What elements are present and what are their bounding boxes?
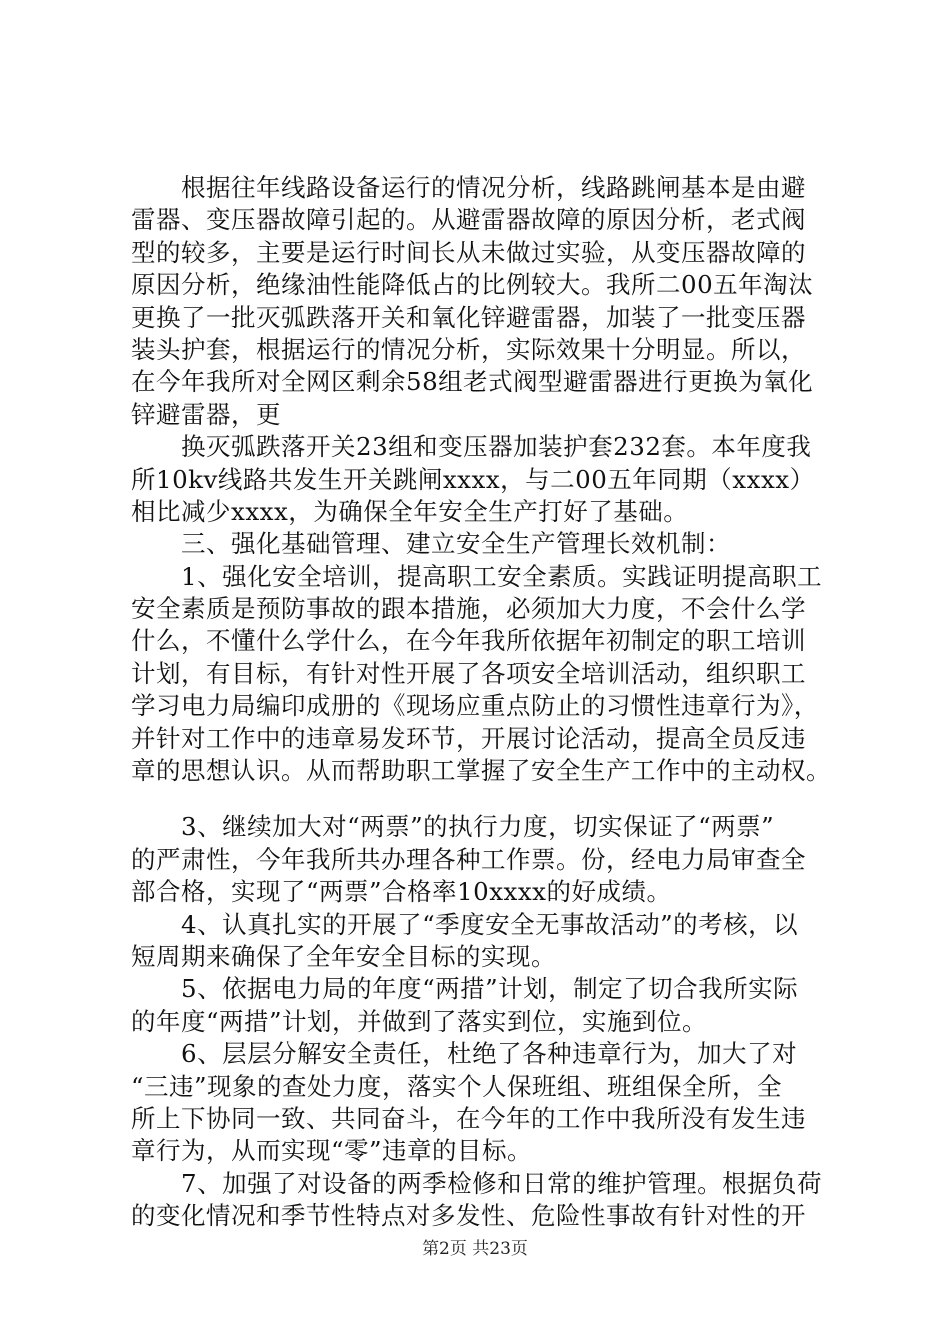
text-line: 学习电力局编印成册的《现场应重点防止的习惯性违章行为》， [131, 691, 819, 721]
text-line: 计划，有目标，有针对性开展了各项安全培训活动，组织职工 [131, 658, 806, 688]
text-line: 7、加强了对设备的两季检修和日常的维护管理。根据负荷 [131, 1168, 823, 1198]
text-line: 的严肃性，今年我所共办理各种工作票。份，经电力局审查全 [131, 844, 806, 874]
text-line: 1、强化安全培训，提高职工安全素质。实践证明提高职工 [131, 561, 823, 591]
text-line: 原因分析，绝缘油性能降低占的比例较大。我所二00五年淘汰 [131, 270, 814, 300]
text-line: 短周期来确保了全年安全目标的实现。 [131, 941, 556, 971]
text-line: 的变化情况和季节性特点对多发性、危险性事故有针对性的开 [131, 1201, 806, 1231]
text-line: 的年度“两措”计划，并做到了落实到位，实施到位。 [131, 1006, 708, 1036]
page-number-footer: 第2页 共23页 [422, 1239, 528, 1259]
text-line: 型的较多，主要是运行时间长从未做过实验，从变压器故障的 [131, 237, 806, 267]
text-line: 章行为，从而实现“零”违章的目标。 [131, 1136, 533, 1166]
text-line: 并针对工作中的违章易发环节，开展讨论活动，提高全员反违 [131, 723, 806, 753]
text-line: 章的思想认识。从而帮助职工掌握了安全生产工作中的主动权。 [131, 756, 831, 786]
text-line: 装头护套，根据运行的情况分析，实际效果十分明显。所以， [131, 334, 806, 364]
text-line: 安全素质是预防事故的跟本措施，必须加大力度，不会什么学 [131, 594, 806, 624]
document-body [131, 172, 831, 1233]
text-line: “三违”现象的查处力度，落实个人保班组、班组保全所，全 [131, 1071, 783, 1101]
text-line: 换灭弧跌落开关23组和变压器加装护套232套。本年度我 [131, 432, 812, 462]
text-line: 所上下协同一致、共同奋斗，在今年的工作中我所没有发生违 [131, 1103, 806, 1133]
paragraph-gap [131, 787, 831, 811]
text-line: 4、认真扎实的开展了“季度安全无事故活动”的考核，以 [131, 909, 799, 939]
text-line: 雷器、变压器故障引起的。从避雷器故障的原因分析，老式阀 [131, 205, 806, 235]
text-line: 部合格，实现了“两票”合格率10xxxx的好成绩。 [131, 877, 672, 907]
text-line: 3、继续加大对“两票”的执行力度，切实保证了“两票” [131, 812, 775, 842]
text-line: 在今年我所对全网区剩余58组老式阀型避雷器进行更换为氧化 [131, 367, 814, 397]
text-line: 更换了一批灭弧跌落开关和氧化锌避雷器，加装了一批变压器 [131, 302, 806, 332]
section-heading: 三、强化基础管理、建立安全生产管理长效机制： [131, 529, 731, 559]
text-line: 所10kv线路共发生开关跳闸xxxx，与二00五年同期（xxxx） [131, 464, 815, 494]
text-line: 5、依据电力局的年度“两措”计划，制定了切合我所实际 [131, 974, 799, 1004]
text-line: 6、层层分解安全责任，杜绝了各种违章行为，加大了对 [131, 1039, 798, 1069]
text-line: 锌避雷器，更 [131, 399, 281, 429]
text-line: 根据往年线路设备运行的情况分析，线路跳闸基本是由避 [131, 173, 806, 202]
text-line: 相比减少xxxx，为确保全年安全生产打好了基础。 [131, 496, 689, 526]
text-line: 什么，不懂什么学什么，在今年我所依据年初制定的职工培训 [131, 626, 806, 656]
